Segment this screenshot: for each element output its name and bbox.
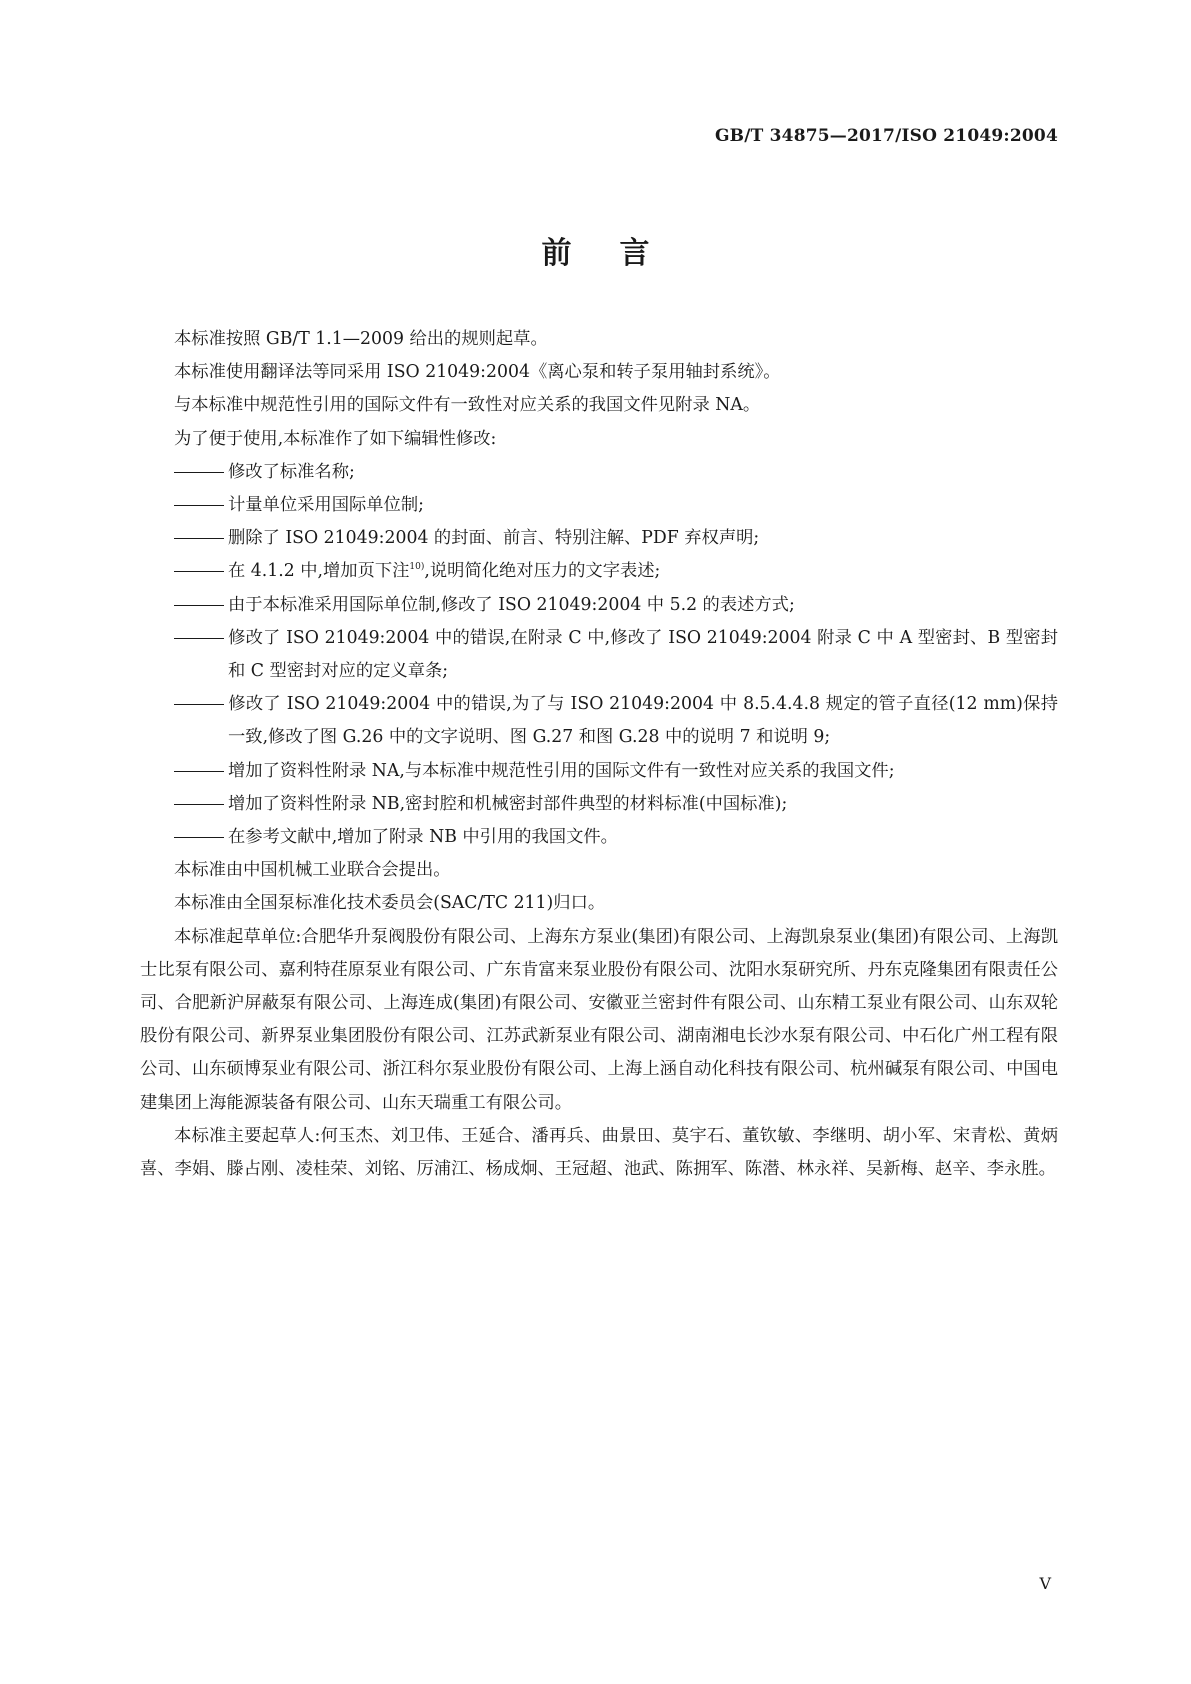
dash-mark — [174, 472, 224, 473]
dash-mark — [174, 804, 224, 805]
modification-text: 修改了标准名称; — [228, 461, 355, 482]
modification-text: 在 4.1.2 中,增加页下注 — [228, 561, 410, 582]
dash-mark — [174, 505, 224, 506]
dash-mark — [174, 638, 224, 639]
paragraph-drafting-units: 本标准起草单位:合肥华升泵阀股份有限公司、上海东方泵业(集团)有限公司、上海凯泉泵业(集团)有限公司、上海凯士比泵有限公司、嘉利特荏原泵业有限公司、广东肯富来泵业股份有限公司、沈阳水泵研究所、丹东克隆集团有限责任公司、合肥新沪屏蔽泵有限公司、上海连成(集团)有限公司、安徽亚兰密封件有限公司、山东精工泵业有限公司、山东双轮股份有限公司、新界泵业集团股份有限公司、江苏武新泵业有限公司、湖南湘电长沙水泵有限公司、中石化广州工程有限公司、山东硕博泵业有限公司、浙江科尔泵业股份有限公司、上海上涵自动化科技有限公司、杭州碱泵有限公司、中国电建集团上海能源装备有限公司、山东天瑞重工有限公司。 — [140, 926, 1058, 1113]
modification-text: ,说明简化绝对压力的文字表述; — [424, 561, 661, 582]
modification-text: 增加了资料性附录 NB,密封腔和机械密封部件典型的材料标准(中国标准); — [228, 793, 788, 814]
modification-item — [140, 788, 1058, 821]
modification-item — [140, 589, 1058, 622]
dash-mark — [174, 571, 224, 572]
modification-item — [140, 622, 1058, 688]
modification-item — [140, 688, 1058, 754]
modification-item — [140, 555, 1058, 588]
modification-text: 删除了 ISO 21049:2004 的封面、前言、特别注解、PDF 弃权声明; — [228, 528, 760, 549]
modification-text: 由于本标准采用国际单位制,修改了 ISO 21049:2004 中 5.2 的表述方式; — [228, 594, 795, 615]
page-title: 前言 — [541, 236, 698, 271]
modification-text: 修改了 ISO 21049:2004 中的错误,在附录 C 中,修改了 ISO 21049:2004 附录 C 中 A 型密封、B 型密封和 C 型密封对应的定义章条; — [228, 627, 1058, 682]
page-number: V — [1039, 1574, 1051, 1593]
modification-text: 修改了 ISO 21049:2004 中的错误,为了与 ISO 21049:2004 中 8.5.4.4.8 规定的管子直径(12 mm)保持一致,修改了图 G.26 中的文字说明、图 G.27 和图 G.28 中的说明 7 和说明 9; — [228, 694, 1058, 748]
footnote-marker: 10) — [409, 562, 425, 573]
modification-text: 在参考文献中,增加了附录 NB 中引用的我国文件。 — [228, 827, 618, 848]
dash-mark — [174, 837, 224, 838]
dash-mark — [174, 605, 224, 606]
modification-item — [140, 456, 1058, 489]
paragraph-modifications-intro: 为了便于使用,本标准作了如下编辑性修改: — [174, 428, 497, 449]
dash-mark — [174, 704, 224, 705]
dash-mark — [174, 538, 224, 539]
modification-item — [140, 522, 1058, 555]
paragraph-annex-na: 与本标准中规范性引用的国际文件有一致性对应关系的我国文件见附录 NA。 — [174, 395, 761, 416]
paragraph-drafting-rules: 本标准按照 GB/T 1.1—2009 给出的规则起草。 — [174, 329, 548, 349]
modification-text: 计量单位采用国际单位制; — [228, 495, 424, 516]
modification-text: 增加了资料性附录 NA,与本标准中规范性引用的国际文件有一致性对应关系的我国文件; — [228, 760, 895, 781]
paragraph-committee: 本标准由全国泵标准化技术委员会(SAC/TC 211)归口。 — [174, 893, 606, 914]
paragraph-proposer: 本标准由中国机械工业联合会提出。 — [174, 860, 451, 881]
dash-mark — [174, 771, 224, 772]
paragraph-adoption: 本标准使用翻译法等同采用 ISO 21049:2004《离心泵和转子泵用轴封系统》。 — [174, 362, 781, 383]
document-body — [140, 323, 1058, 1186]
modification-item — [140, 489, 1058, 522]
modification-item — [140, 755, 1058, 788]
standard-code: GB/T 34875—2017/ISO 21049:2004 — [714, 126, 1058, 146]
standard-code-header — [715, 126, 1058, 146]
paragraph-drafters: 本标准主要起草人:何玉杰、刘卫伟、王延合、潘再兵、曲景田、莫宇石、董钦敏、李继明、胡小军、宋青松、黄炳喜、李娟、滕占刚、凌桂荣、刘铭、厉浦江、杨成炯、王冠超、池武、陈拥军、陈潜、林永祥、吴新梅、赵辛、李永胜。 — [140, 1125, 1058, 1180]
modification-item — [140, 821, 1058, 854]
